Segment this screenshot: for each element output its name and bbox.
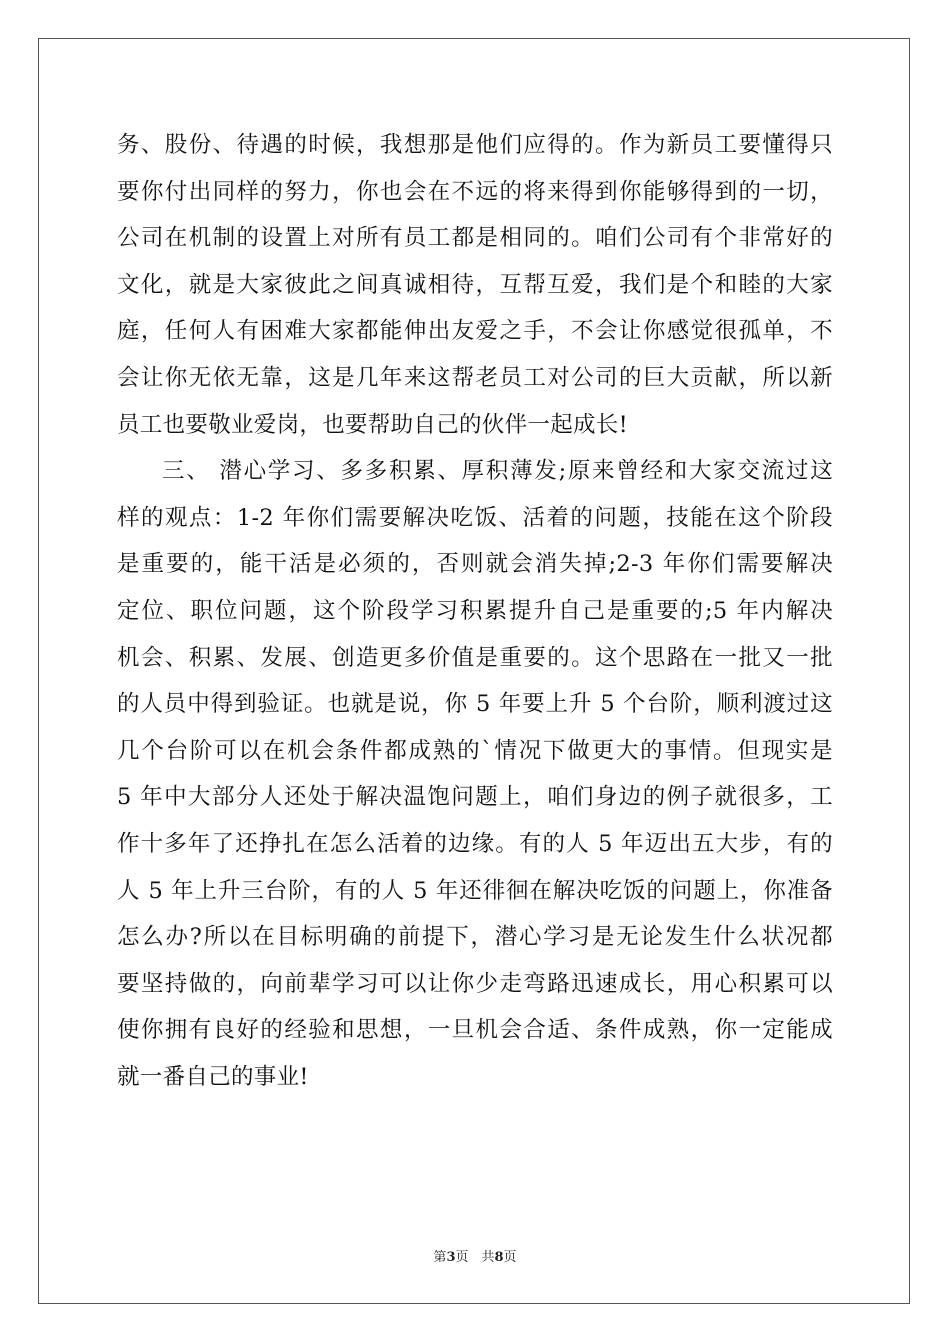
text-line: 公司在机制的设置上对所有员工都是相同的。咱们公司有个非常好的 [117, 225, 833, 252]
section-heading-line: 三、 潜心学习、多多积累、厚积薄发;原来曾经和大家交流过这 [162, 458, 833, 485]
document-body [117, 122, 833, 1100]
text-line: 务、股份、待遇的时候，我想那是他们应得的。作为新员工要懂得只 [117, 132, 833, 158]
text-line: 就一番自己的事业! [117, 1063, 309, 1090]
text-line: 员工也要敬业爱岗，也要帮助自己的伙伴一起成长! [117, 411, 628, 438]
text-line: 样的观点：1-2 年你们需要解决吃饭、活着的问题，技能在这个阶段 [117, 504, 833, 531]
text-line: 会让你无依无靠，这是几年来这帮老员工对公司的巨大贡献，所以新 [117, 364, 833, 391]
current-page-number: 3 [446, 1250, 456, 1265]
text-line: 作十多年了还挣扎在怎么活着的边缘。有的人 5 年迈出五大步，有的 [117, 830, 833, 857]
text-line: 庭，任何人有困难大家都能伸出友爱之手，不会让你感觉很孤单，不 [117, 318, 833, 345]
page-prefix: 第 [433, 1250, 447, 1265]
text-line: 的人员中得到验证。也就是说，你 5 年要上升 5 个台阶，顺利渡过这 [117, 691, 833, 718]
text-line: 定位、职位问题，这个阶段学习积累提升自己是重要的;5 年内解决 [117, 597, 833, 624]
text-line: 几个台阶可以在机会条件都成熟的`情况下做更大的事情。但现实是 [117, 737, 833, 764]
total-page-number: 8 [494, 1250, 504, 1265]
text-line: 文化，就是大家彼此之间真诚相待，互帮互爱，我们是个和睦的大家 [117, 271, 833, 298]
page-mid: 页 共 [455, 1250, 495, 1265]
text-line: 要坚持做的，向前辈学习可以让你少走弯路迅速成长，用心积累可以 [117, 970, 833, 997]
page-footer [0, 1249, 950, 1267]
text-line: 使你拥有良好的经验和思想，一旦机会合适、条件成熟，你一定能成 [117, 1017, 833, 1044]
text-line: 是重要的，能干活是必须的，否则就会消失掉;2-3 年你们需要解决 [117, 551, 833, 578]
text-line: 5 年中大部分人还处于解决温饱问题上，咱们身边的例子就很多，工 [117, 784, 833, 811]
page-suffix: 页 [503, 1250, 517, 1265]
text-line: 机会、积累、发展、创造更多价值是重要的。这个思路在一批又一批 [117, 644, 833, 671]
text-line: 人 5 年上升三台阶，有的人 5 年还徘徊在解决吃饭的问题上，你准备 [117, 877, 833, 904]
text-line: 要你付出同样的努力，你也会在不远的将来得到你能够得到的一切， [117, 178, 833, 205]
text-line: 怎么办?所以在目标明确的前提下，潜心学习是无论发生什么状况都 [117, 924, 833, 951]
